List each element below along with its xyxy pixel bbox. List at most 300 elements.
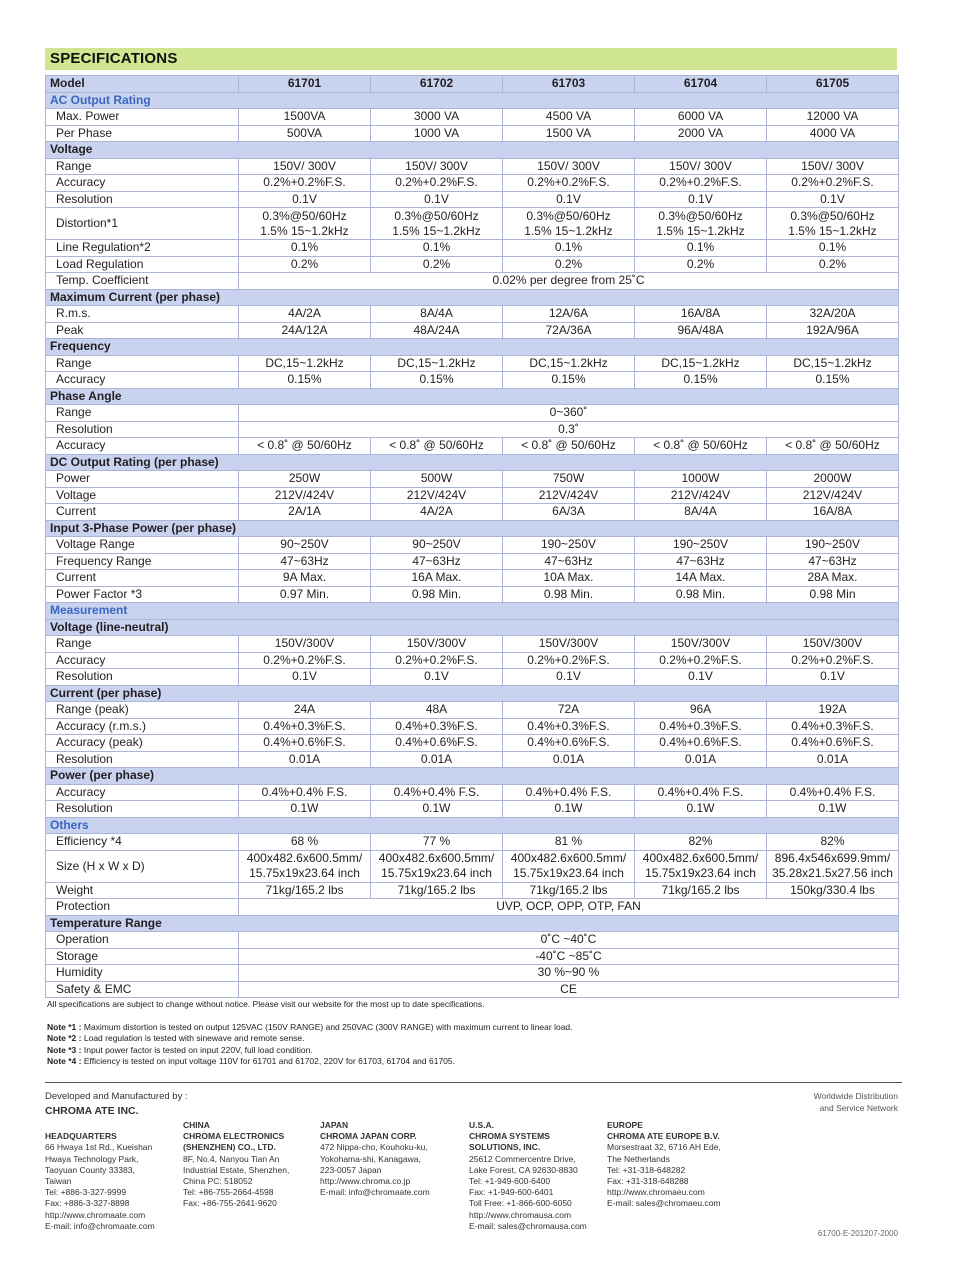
- spec-value: [767, 850, 899, 882]
- office-heading: CHINA: [183, 1120, 210, 1130]
- spec-row: [46, 273, 899, 290]
- spec-value: 192A/96A: [767, 322, 899, 339]
- spec-row: [46, 899, 899, 916]
- spec-value: 0.1W: [767, 801, 899, 818]
- spec-row: [46, 718, 899, 735]
- office-address: [183, 1120, 289, 1210]
- office-line: E-mail: info@chromaate.com: [320, 1187, 430, 1198]
- spec-value: 0.2%+0.2%F.S.: [767, 652, 899, 669]
- spec-value: 212V/424V: [767, 487, 899, 504]
- office-heading: CHROMA SYSTEMS: [469, 1131, 550, 1142]
- spec-label: Operation: [46, 932, 239, 949]
- spec-value: 0.1V: [239, 669, 371, 686]
- spec-value-line: 0.3%@50/60Hz: [262, 208, 347, 223]
- spec-label: Power: [46, 471, 239, 488]
- spec-value: 150V/ 300V: [239, 158, 371, 175]
- spec-label: Size (H x W x D): [46, 850, 239, 882]
- spec-value: 0.98 Min.: [635, 586, 767, 603]
- office-line: Tel: +86-755-2664-4598: [183, 1187, 274, 1198]
- spec-value: 6A/3A: [503, 504, 635, 521]
- spec-label: Safety & EMC: [46, 981, 239, 998]
- section-header-row: [46, 142, 899, 159]
- spec-value-line: 15.75x19x23.64 inch: [513, 866, 624, 880]
- spec-value: 150V/300V: [767, 636, 899, 653]
- spec-value: 4000 VA: [767, 125, 899, 142]
- spec-row: [46, 981, 899, 998]
- office-line: Fax: +31-318-648288: [607, 1176, 689, 1187]
- spec-value: 2A/1A: [239, 504, 371, 521]
- spec-value: 0.4%+0.4% F.S.: [239, 784, 371, 801]
- spec-value: 150V/300V: [371, 636, 503, 653]
- spec-row: [46, 405, 899, 422]
- distribution-note: [814, 1090, 898, 1114]
- spec-value: 82%: [635, 834, 767, 851]
- section-title: AC Output Rating: [46, 92, 899, 109]
- spec-value: 500W: [371, 471, 503, 488]
- spec-value: 16A/8A: [767, 504, 899, 521]
- spec-row: [46, 652, 899, 669]
- spec-label: Storage: [46, 948, 239, 965]
- office-heading: JAPAN: [320, 1120, 349, 1130]
- spec-row: [46, 553, 899, 570]
- spec-label: Resolution: [46, 421, 239, 438]
- spec-label: Per Phase: [46, 125, 239, 142]
- spec-value: < 0.8˚ @ 50/60Hz: [239, 438, 371, 455]
- office-line: http://www.chromausa.com: [469, 1209, 572, 1220]
- spec-value: 2000 VA: [635, 125, 767, 142]
- spec-value-line: 0.3%@50/60Hz: [394, 208, 479, 223]
- spec-label: Accuracy: [46, 438, 239, 455]
- spec-value: 0.15%: [767, 372, 899, 389]
- office-line: E-mail: sales@chromausa.com: [469, 1220, 587, 1231]
- spec-value-all-models: CE: [239, 981, 899, 998]
- spec-value: [635, 208, 767, 240]
- spec-value: 0.15%: [371, 372, 503, 389]
- section-title: Voltage: [46, 142, 899, 159]
- spec-value: 0.4%+0.4% F.S.: [635, 784, 767, 801]
- spec-value-all-models: 0˚C ~40˚C: [239, 932, 899, 949]
- model-header-row: [46, 76, 899, 93]
- spec-value: 6000 VA: [635, 109, 767, 126]
- spec-value: 0.4%+0.6%F.S.: [371, 735, 503, 752]
- spec-value: 71kg/165.2 lbs: [635, 882, 767, 899]
- section-title: Others: [46, 817, 899, 834]
- office-line: 8F, No.4, Nanyou Tian An: [183, 1153, 280, 1164]
- spec-value: 16A Max.: [371, 570, 503, 587]
- spec-value: 96A: [635, 702, 767, 719]
- office-heading: [45, 1120, 155, 1131]
- spec-value: 192A: [767, 702, 899, 719]
- spec-value-line: 896.4x546x699.9mm/: [774, 851, 891, 865]
- note-text: Maximum distortion is tested on output 125VAC (150V RANGE) and 250VAC (300V RANGE) with maximum current to linear load.: [83, 1022, 573, 1032]
- spec-value: [371, 850, 503, 882]
- spec-value-all-models: 0.3˚: [239, 421, 899, 438]
- distribution-line: Worldwide Distribution: [813, 1091, 898, 1101]
- note-item: [47, 1056, 573, 1067]
- spec-value: 212V/424V: [239, 487, 371, 504]
- office-line: Tel: +886-3-327-9999: [45, 1187, 127, 1198]
- spec-value-line: 1.5% 15~1.2kHz: [260, 223, 349, 238]
- spec-value: 0.2%: [371, 256, 503, 273]
- office-line: Yokohama-shi, Kanagawa,: [320, 1153, 421, 1164]
- spec-value: 0.1W: [239, 801, 371, 818]
- spec-value: 0.1V: [239, 191, 371, 208]
- spec-value: 71kg/165.2 lbs: [503, 882, 635, 899]
- spec-value: 8A/4A: [635, 504, 767, 521]
- spec-label: Accuracy: [46, 784, 239, 801]
- section-header-row: [46, 388, 899, 405]
- spec-value: 0.4%+0.6%F.S.: [635, 735, 767, 752]
- spec-label: Humidity: [46, 965, 239, 982]
- spec-value: 0.1V: [635, 669, 767, 686]
- document-number: 61700-E-201207-2000: [817, 1229, 898, 1238]
- spec-value: 0.2%+0.2%F.S.: [503, 175, 635, 192]
- spec-value-line: 15.75x19x23.64 inch: [381, 866, 492, 880]
- spec-value-line: 35.28x21.5x27.56 inch: [772, 866, 893, 880]
- spec-value: 72A: [503, 702, 635, 719]
- spec-value: 90~250V: [239, 537, 371, 554]
- spec-label: Resolution: [46, 801, 239, 818]
- office-line: 25612 Commercentre Drive,: [469, 1153, 576, 1164]
- spec-value-all-models: -40˚C ~85˚C: [239, 948, 899, 965]
- spec-value: 0.98 Min.: [371, 586, 503, 603]
- spec-row: [46, 487, 899, 504]
- spec-value: 212V/424V: [503, 487, 635, 504]
- spec-value: 150V/ 300V: [503, 158, 635, 175]
- spec-label: Temp. Coefficient: [46, 273, 239, 290]
- spec-label: Accuracy (r.m.s.): [46, 718, 239, 735]
- spec-value-line: 400x482.6x600.5mm/: [642, 851, 759, 865]
- spec-value: 190~250V: [635, 537, 767, 554]
- spec-value: 1500VA: [239, 109, 371, 126]
- spec-value: 500VA: [239, 125, 371, 142]
- office-line: Hwaya Technology Park,: [45, 1153, 139, 1164]
- spec-value: 0.2%+0.2%F.S.: [635, 652, 767, 669]
- spec-value-line: 15.75x19x23.64 inch: [249, 866, 360, 880]
- office-heading: CHROMA JAPAN CORP.: [320, 1131, 417, 1142]
- section-header-row: [46, 92, 899, 109]
- spec-value: 0.1W: [503, 801, 635, 818]
- spec-row: [46, 932, 899, 949]
- spec-value: 1000 VA: [371, 125, 503, 142]
- spec-value: [767, 208, 899, 240]
- disclaimer: All specifications are subject to change without notice. Please visit our website for the most up to date specifications.: [47, 999, 485, 1009]
- spec-row: [46, 784, 899, 801]
- spec-value: 0.1V: [503, 669, 635, 686]
- section-title: Measurement: [46, 603, 899, 620]
- section-title: Phase Angle: [46, 388, 899, 405]
- spec-value: 150V/300V: [239, 636, 371, 653]
- spec-value: 47~63Hz: [635, 553, 767, 570]
- notes-list: [47, 1022, 573, 1067]
- section-title: Frequency: [46, 339, 899, 356]
- spec-value: 212V/424V: [635, 487, 767, 504]
- spec-label: Peak: [46, 322, 239, 339]
- spec-value: 2000W: [767, 471, 899, 488]
- note-item: [47, 1033, 573, 1044]
- spec-value: 0.1%: [371, 240, 503, 257]
- spec-value: 0.1V: [767, 669, 899, 686]
- section-title: Input 3-Phase Power (per phase): [46, 520, 899, 537]
- spec-value: 47~63Hz: [239, 553, 371, 570]
- spec-value: 0.1V: [371, 669, 503, 686]
- spec-label: Max. Power: [46, 109, 239, 126]
- section-header-row: [46, 520, 899, 537]
- spec-value: 77 %: [371, 834, 503, 851]
- spec-value: 0.2%+0.2%F.S.: [371, 175, 503, 192]
- spec-row: [46, 322, 899, 339]
- spec-label: Accuracy: [46, 372, 239, 389]
- office-line: Industrial Estate, Shenzhen,: [183, 1164, 290, 1175]
- spec-value: 150V/ 300V: [635, 158, 767, 175]
- spec-value: 750W: [503, 471, 635, 488]
- spec-value: 81 %: [503, 834, 635, 851]
- spec-label: Current: [46, 504, 239, 521]
- spec-value: 0.2%+0.2%F.S.: [635, 175, 767, 192]
- spec-row: [46, 355, 899, 372]
- spec-row: [46, 125, 899, 142]
- spec-value-all-models: 0.02% per degree from 25˚C: [239, 273, 899, 290]
- spec-label: Protection: [46, 899, 239, 916]
- spec-row: [46, 702, 899, 719]
- spec-value: < 0.8˚ @ 50/60Hz: [767, 438, 899, 455]
- spec-label: Resolution: [46, 669, 239, 686]
- section-header-row: [46, 619, 899, 636]
- model-column-header: 61701: [239, 76, 371, 93]
- spec-value: 0.4%+0.3%F.S.: [371, 718, 503, 735]
- spec-row: [46, 537, 899, 554]
- spec-label: Resolution: [46, 751, 239, 768]
- office-heading: SOLUTIONS, INC.: [469, 1142, 541, 1153]
- note-item: [47, 1045, 573, 1056]
- spec-label: Resolution: [46, 191, 239, 208]
- model-column-header: 61703: [503, 76, 635, 93]
- spec-row: [46, 175, 899, 192]
- section-title: Maximum Current (per phase): [46, 289, 899, 306]
- spec-value: 190~250V: [503, 537, 635, 554]
- section-header-row: [46, 685, 899, 702]
- spec-value: 24A/12A: [239, 322, 371, 339]
- spec-value: 0.01A: [767, 751, 899, 768]
- spec-value: 47~63Hz: [503, 553, 635, 570]
- spec-row: [46, 109, 899, 126]
- spec-label: Voltage Range: [46, 537, 239, 554]
- spec-value-line: 0.3%@50/60Hz: [658, 208, 743, 223]
- spec-value: 0.2%+0.2%F.S.: [239, 652, 371, 669]
- office-line: Taoyuan County 33383,: [45, 1164, 135, 1175]
- spec-value: 96A/48A: [635, 322, 767, 339]
- spec-value: 0.1V: [635, 191, 767, 208]
- spec-row: [46, 636, 899, 653]
- company-name: CHROMA ATE INC.: [45, 1105, 139, 1117]
- spec-value: [503, 850, 635, 882]
- spec-value: 12A/6A: [503, 306, 635, 323]
- spec-row: [46, 158, 899, 175]
- spec-value: 12000 VA: [767, 109, 899, 126]
- spec-value: [635, 850, 767, 882]
- office-heading: U.S.A.: [469, 1120, 495, 1130]
- spec-value: DC,15~1.2kHz: [767, 355, 899, 372]
- spec-value-line: 400x482.6x600.5mm/: [378, 851, 495, 865]
- spec-value: 10A Max.: [503, 570, 635, 587]
- section-header-row: [46, 289, 899, 306]
- spec-table: [45, 75, 899, 998]
- spec-value-all-models: UVP, OCP, OPP, OTP, FAN: [239, 899, 899, 916]
- spec-row: [46, 306, 899, 323]
- spec-value: 4A/2A: [371, 504, 503, 521]
- distribution-line: and Service Network: [819, 1103, 898, 1113]
- spec-value: 90~250V: [371, 537, 503, 554]
- spec-value: 0.4%+0.3%F.S.: [635, 718, 767, 735]
- spec-value: 72A/36A: [503, 322, 635, 339]
- spec-value-line: 1.5% 15~1.2kHz: [392, 223, 481, 238]
- spec-value: 0.01A: [503, 751, 635, 768]
- footer-divider: [45, 1082, 902, 1083]
- office-heading: CHROMA ELECTRONICS: [183, 1131, 285, 1142]
- developed-by-label: Developed and Manufactured by :: [45, 1091, 188, 1102]
- spec-row: [46, 421, 899, 438]
- spec-label: Frequency Range: [46, 553, 239, 570]
- spec-value: 68 %: [239, 834, 371, 851]
- spec-value: 32A/20A: [767, 306, 899, 323]
- spec-value: 1500 VA: [503, 125, 635, 142]
- spec-value: 150V/300V: [503, 636, 635, 653]
- spec-value: 0.01A: [371, 751, 503, 768]
- spec-value: < 0.8˚ @ 50/60Hz: [635, 438, 767, 455]
- spec-value: 48A: [371, 702, 503, 719]
- spec-value: 0.1V: [371, 191, 503, 208]
- spec-label: Accuracy: [46, 175, 239, 192]
- office-line: http://www.chroma.co.jp: [320, 1176, 411, 1187]
- spec-value-line: 400x482.6x600.5mm/: [246, 851, 363, 865]
- spec-value: 24A: [239, 702, 371, 719]
- spec-value: 250W: [239, 471, 371, 488]
- spec-value: 0.4%+0.4% F.S.: [767, 784, 899, 801]
- spec-value: 0.01A: [239, 751, 371, 768]
- spec-value: [239, 208, 371, 240]
- spec-value-all-models: 30 %~90 %: [239, 965, 899, 982]
- note-item: [47, 1022, 573, 1033]
- office-line: Lake Forest, CA 92630-8830: [469, 1164, 578, 1175]
- spec-value: 47~63Hz: [371, 553, 503, 570]
- office-heading: EUROPE: [607, 1120, 643, 1130]
- spec-row: [46, 850, 899, 882]
- spec-label: Range: [46, 158, 239, 175]
- office-line: Fax: +886-3-327-8898: [45, 1198, 130, 1209]
- spec-row: [46, 438, 899, 455]
- note-tag: Note *1 :: [47, 1022, 82, 1032]
- spec-value: DC,15~1.2kHz: [239, 355, 371, 372]
- spec-value: 3000 VA: [371, 109, 503, 126]
- spec-value: 0.97 Min.: [239, 586, 371, 603]
- spec-value-line: 1.5% 15~1.2kHz: [656, 223, 745, 238]
- spec-label: Accuracy: [46, 652, 239, 669]
- spec-row: [46, 191, 899, 208]
- spec-row: [46, 570, 899, 587]
- spec-value: 0.4%+0.6%F.S.: [239, 735, 371, 752]
- spec-value: 190~250V: [767, 537, 899, 554]
- section-title: Voltage (line-neutral): [46, 619, 899, 636]
- spec-label: Accuracy (peak): [46, 735, 239, 752]
- spec-value: 0.15%: [635, 372, 767, 389]
- spec-row: [46, 669, 899, 686]
- spec-value: 1000W: [635, 471, 767, 488]
- spec-value: 150V/ 300V: [371, 158, 503, 175]
- spec-value: 0.1%: [635, 240, 767, 257]
- spec-value: 150V/ 300V: [767, 158, 899, 175]
- spec-value: 0.98 Min: [767, 586, 899, 603]
- spec-value: 16A/8A: [635, 306, 767, 323]
- office-line: Tel: +31-318-648282: [607, 1164, 686, 1175]
- spec-label: Load Regulation: [46, 256, 239, 273]
- spec-value: 0.1W: [635, 801, 767, 818]
- section-title: Temperature Range: [46, 915, 899, 932]
- office-line: Toll Free: +1-866-600-6050: [469, 1198, 572, 1209]
- spec-value: 0.2%+0.2%F.S.: [239, 175, 371, 192]
- section-title: DC Output Rating (per phase): [46, 454, 899, 471]
- office-line: Taiwan: [45, 1176, 72, 1187]
- note-tag: Note *2 :: [47, 1033, 82, 1044]
- spec-value: 4500 VA: [503, 109, 635, 126]
- spec-value: 9A Max.: [239, 570, 371, 587]
- spec-row: [46, 801, 899, 818]
- office-line: 66 Hwaya 1st Rd., Kueishan: [45, 1142, 153, 1153]
- spec-value: 0.4%+0.3%F.S.: [767, 718, 899, 735]
- spec-value: [503, 208, 635, 240]
- spec-row: [46, 735, 899, 752]
- office-line: 223-0057 Japan: [320, 1164, 382, 1175]
- spec-value: 0.1V: [767, 191, 899, 208]
- spec-value: 150V/300V: [635, 636, 767, 653]
- spec-value: 0.4%+0.6%F.S.: [767, 735, 899, 752]
- office-address: [45, 1120, 155, 1232]
- section-title: Power (per phase): [46, 768, 899, 785]
- spec-label: Line Regulation*2: [46, 240, 239, 257]
- specifications-header: [45, 48, 897, 70]
- spec-value-line: 400x482.6x600.5mm/: [510, 851, 627, 865]
- office-line: E-mail: info@chromaate.com: [45, 1220, 155, 1231]
- office-line: E-mail: sales@chromaeu.com: [607, 1198, 721, 1209]
- spec-value-line: 1.5% 15~1.2kHz: [524, 223, 613, 238]
- spec-value: 0.2%+0.2%F.S.: [767, 175, 899, 192]
- spec-label: Weight: [46, 882, 239, 899]
- spec-value: 0.4%+0.4% F.S.: [503, 784, 635, 801]
- spec-row: [46, 240, 899, 257]
- office-line: http://www.chromaate.com: [45, 1209, 146, 1220]
- spec-value: 0.2%+0.2%F.S.: [371, 652, 503, 669]
- office-line: Fax: +86-755-2641-9620: [183, 1198, 277, 1209]
- spec-row: [46, 471, 899, 488]
- spec-label: Voltage: [46, 487, 239, 504]
- spec-value: < 0.8˚ @ 50/60Hz: [503, 438, 635, 455]
- spec-value: 0.1%: [503, 240, 635, 257]
- spec-label: Efficiency *4: [46, 834, 239, 851]
- page-title: SPECIFICATIONS: [50, 50, 178, 67]
- spec-value: 0.4%+0.3%F.S.: [239, 718, 371, 735]
- spec-value: 0.01A: [635, 751, 767, 768]
- spec-value: 0.15%: [239, 372, 371, 389]
- office-heading: (SHENZHEN) CO., LTD.: [183, 1142, 276, 1153]
- spec-value: 0.1%: [767, 240, 899, 257]
- spec-row: [46, 504, 899, 521]
- office-line: 472 Nippa-cho, Kouhoku-ku,: [320, 1142, 428, 1153]
- spec-label: Current: [46, 570, 239, 587]
- spec-value: 14A Max.: [635, 570, 767, 587]
- model-column-header: 61702: [371, 76, 503, 93]
- spec-value: 4A/2A: [239, 306, 371, 323]
- spec-value: [371, 208, 503, 240]
- spec-value-line: 15.75x19x23.64 inch: [645, 866, 756, 880]
